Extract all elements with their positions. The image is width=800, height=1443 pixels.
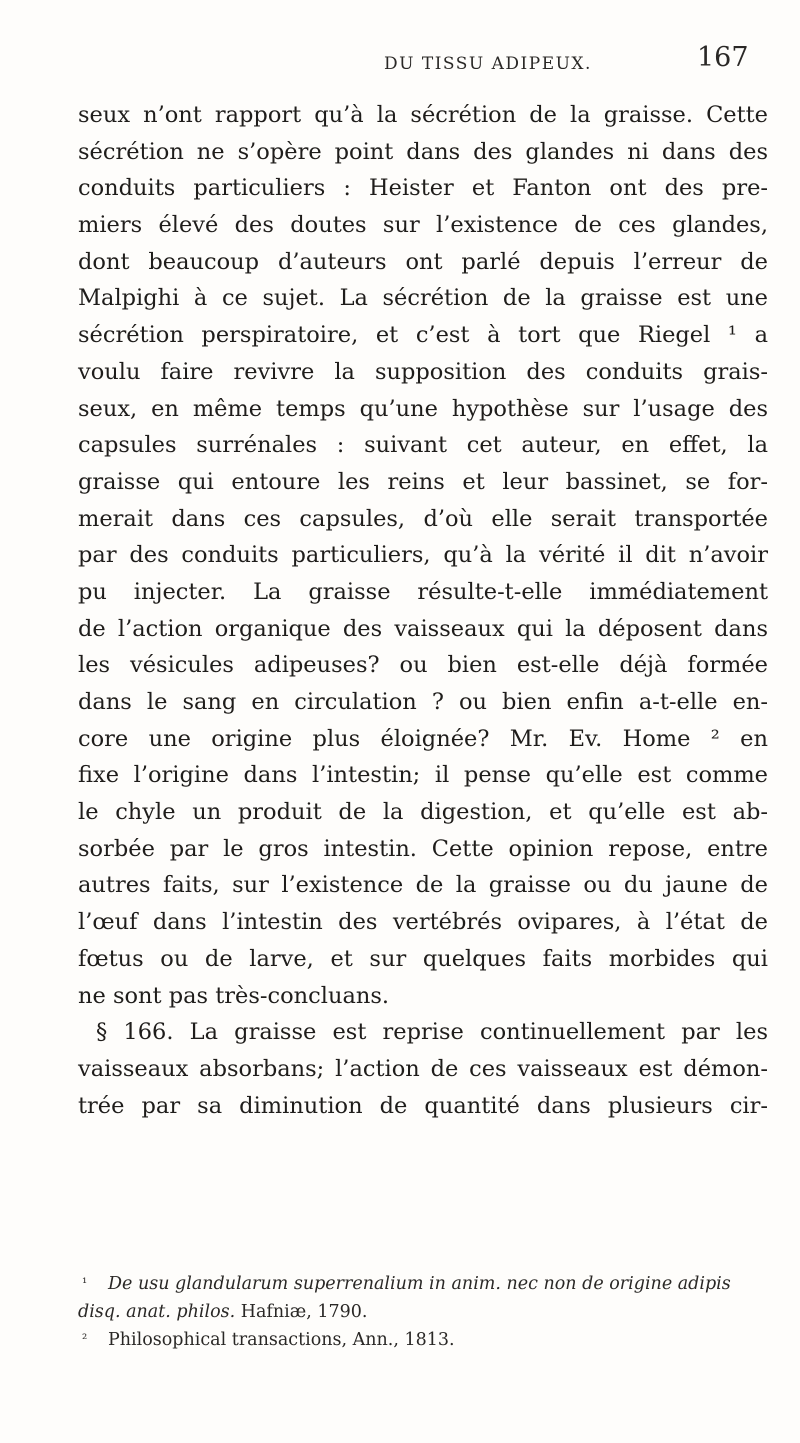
- footnotes: [78, 1270, 768, 1354]
- text-line: capsules surrénales : suivant cet auteur, en effet, la: [78, 432, 768, 459]
- text-line: seux, en même temps qu’une hypothèse sur l’usage des: [78, 395, 768, 422]
- text-line: voulu faire revivre la supposition des conduits grais-: [78, 358, 768, 385]
- page-number: 167: [697, 42, 749, 73]
- text-line: sorbée par le gros intestin. Cette opinion repose, entre: [78, 835, 768, 862]
- text-line: autres faits, sur l’existence de la graisse ou du jaune de: [78, 872, 768, 899]
- text-line: Malpighi à ce sujet. La sécrétion de la graisse est une: [78, 285, 768, 312]
- text-line: fœtus ou de larve, et sur quelques faits morbides qui: [78, 945, 768, 972]
- text-line: trée par sa diminution de quantité dans plusieurs cir-: [78, 1092, 768, 1119]
- running-head: DU TISSU ADIPEUX.: [384, 54, 592, 74]
- text-line: sécrétion ne s’opère point dans des glandes ni dans des: [78, 138, 768, 165]
- text-line: les vésicules adipeuses? ou bien est-elle déjà formée: [78, 652, 768, 679]
- text-line: par des conduits particuliers, qu’à la vérité il dit n’avoir: [78, 542, 768, 569]
- footnote-mark: ²: [82, 1332, 88, 1347]
- section-166-start: § 166. La graisse est reprise continuellement par les: [96, 1019, 768, 1046]
- footnote-mark: ¹: [82, 1276, 88, 1291]
- body-text: [78, 97, 768, 1124]
- page-header: [0, 42, 800, 82]
- text-line: dont beaucoup d’auteurs ont parlé depuis l’erreur de: [78, 248, 768, 275]
- footnote-italic-title: De usu glandularum superrenalium in anim. nec non de origine adipis disq. anat. philos.: [78, 1274, 731, 1322]
- text-line: l’œuf dans l’intestin des vertébrés ovipares, à l’état de: [78, 909, 768, 936]
- text-line: miers élevé des doutes sur l’existence de ces glandes,: [78, 212, 768, 239]
- text-line: merait dans ces capsules, d’où elle serait transportée: [78, 505, 768, 532]
- footnote-publication: Hafniæ, 1790.: [235, 1302, 368, 1322]
- text-line: vaisseaux absorbans; l’action de ces vaisseaux est démon-: [78, 1055, 768, 1082]
- text-line: dans le sang en circulation ? ou bien enfin a-t-elle en-: [78, 689, 768, 715]
- text-line: seux n’ont rapport qu’à la sécrétion de la graisse. Cette: [78, 102, 768, 128]
- text-line: de l’action organique des vaisseaux qui la déposent dans: [78, 615, 768, 642]
- text-line: graisse qui entoure les reins et leur bassinet, se for-: [78, 468, 768, 495]
- footnote-1: [78, 1270, 768, 1326]
- text-line: le chyle un produit de la digestion, et qu’elle est ab-: [78, 799, 768, 826]
- footnote-publication: Philosophical transactions, Ann., 1813.: [108, 1330, 455, 1350]
- text-line: conduits particuliers : Heister et Fanton ont des pre-: [78, 175, 768, 202]
- text-line: pu injecter. La graisse résulte-t-elle immédiatement: [78, 578, 768, 605]
- text-line: sécrétion perspiratoire, et c’est à tort que Riegel ¹ a: [78, 322, 768, 349]
- footnote-2: [78, 1326, 768, 1354]
- text-line: core une origine plus éloignée? Mr. Ev. Home ² en: [78, 725, 768, 752]
- text-line: ne sont pas très-concluans.: [78, 982, 390, 1009]
- text-line: fixe l’origine dans l’intestin; il pense qu’elle est comme: [78, 762, 768, 789]
